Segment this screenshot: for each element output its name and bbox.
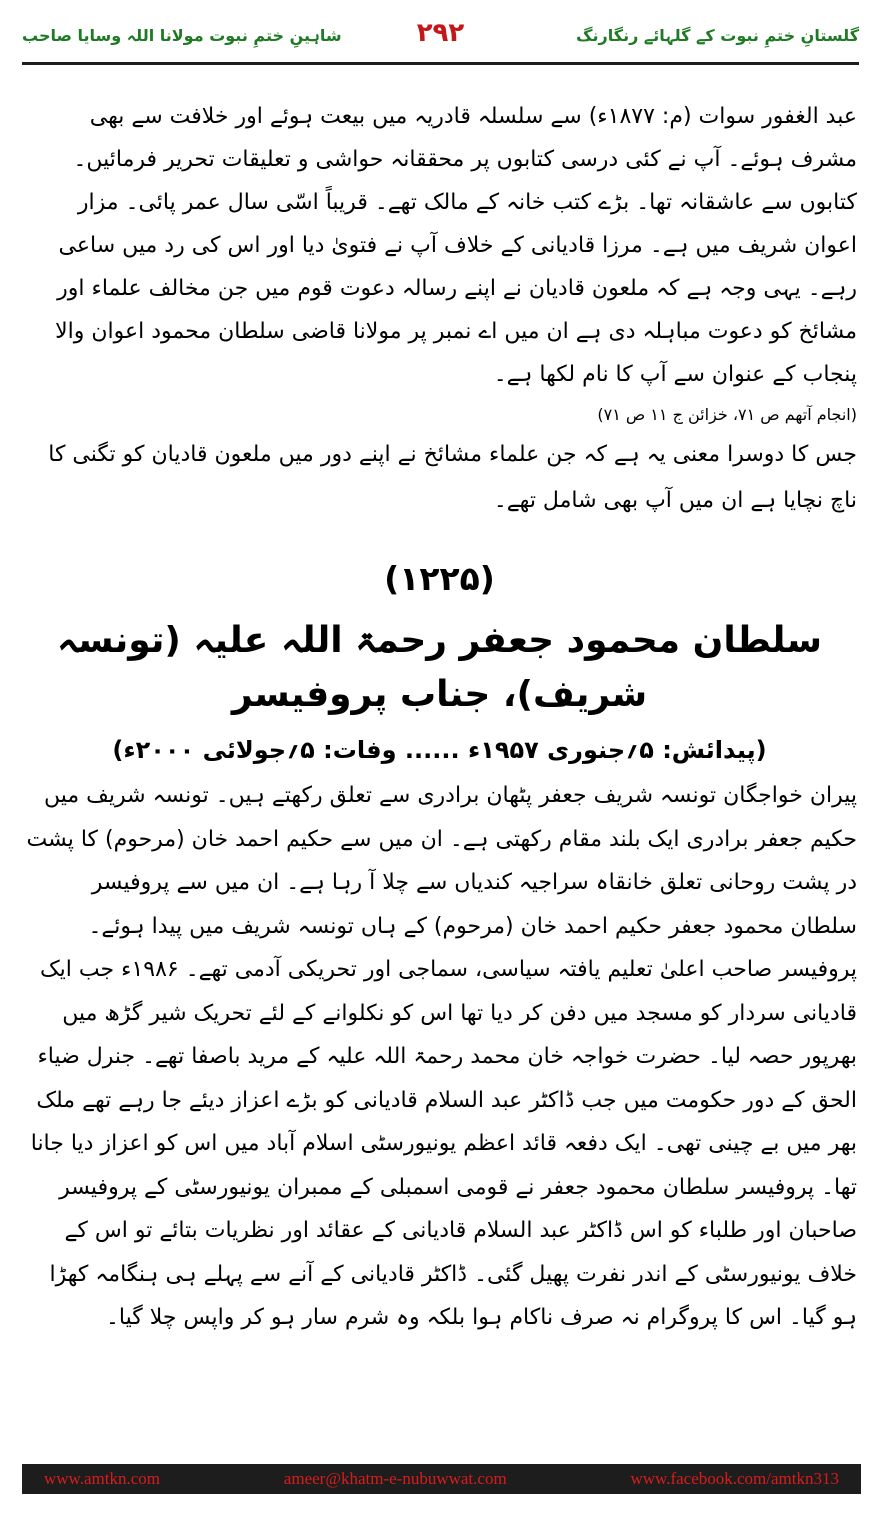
paragraph-1: عبد الغفور سوات (م: ۱۸۷۷ء) سے سلسلہ قادریہ میں بیعت ہوئے اور خلافت سے بھی مشرف ہوئے۔ آپ نے کئی درسی کتابوں پر محققانہ حواشی و تعلیقات تحریر فرمائیں۔ کتابوں سے عاشقانہ تھا۔ بڑے کتب خانہ کے مالک تھے۔ قریباً اسّی سال عمر پائی۔ مزار اعوان شریف میں ہے۔ مرزا قادیانی کے خلاف آپ نے فتویٰ دیا اور اس کی رد میں ساعی رہے۔ یہی وجہ ہے کہ ملعون قادیان نے اپنے رسالہ دعوت قوم میں جن مخالف علماء اور مشائخ کو دعوت مباہلہ دی ہے ان میں اے نمبر پر مولانا قاضی سلطان محمود اعوان والا پنجاب کے عنوان سے آپ کا نام لکھا ہے۔ bbox=[55, 104, 857, 387]
author-title: شاہینِ ختمِ نبوت مولانا اللہ وسایا صاحب bbox=[22, 26, 342, 45]
website-link[interactable]: www.amtkn.com bbox=[44, 1469, 160, 1488]
entry-number: (۱۲۲۵) bbox=[384, 559, 495, 598]
citation: (انجام آتھم ص ۷۱، خزائن ج ۱۱ ص ۷۱) bbox=[597, 405, 857, 424]
paragraph-3: پیران خواجگان تونسہ شریف جعفر پٹھان برادری سے تعلق رکھتے ہیں۔ تونسہ شریف میں حکیم جعفر برادری ایک بلند مقام رکھتی ہے۔ ان میں سے حکیم احمد خان (مرحوم) کا پشت در پشت روحانی تعلق خانقاہ سراجیہ کندیاں سے چلا آ رہا ہے۔ ان میں سے پروفیسر سلطان محمود جعفر حکیم احمد خان (مرحوم) کے ہاں تونسہ شریف میں پیدا ہوئے۔ پروفیسر صاحب اعلیٰ تعلیم یافتہ سیاسی، سماجی اور تحریکی آدمی تھے۔ ۱۹۸۶ء جب ایک قادیانی سردار کو مسجد میں دفن کر دیا تھا اس کو نکلوانے کے لئے تحریک شیر گڑھ میں بھرپور حصہ لیا۔ حضرت خواجہ خان محمد رحمۃ اللہ علیہ کے مرید باصفا تھے۔ جنرل ضیاء الحق کے دور حکومت میں جب ڈاکٹر عبد السلام قادیانی کو بڑے اعزاز دیئے جا رہے تھے ملک بھر میں بے چینی تھی۔ ایک دفعہ قائد اعظم یونیورسٹی اسلام آباد میں اس کو اعزاز دیا جانا تھا۔ پروفیسر سلطان محمود جعفر نے قومی اسمبلی کے ممبران یونیورسٹی کے پروفیسر صاحبان اور طلباء کو اس ڈاکٹر عبد السلام قادیانی کے عقائد اور نظریات بتائے تو اس کے خلاف یونیورسٹی کے اندر نفرت پھیل گئی۔ ڈاکٹر قادیانی کے آنے سے پہلے ہی ہنگامہ کھڑا ہو گیا۔ اس کا پروگرام نہ صرف ناکام ہوا بلکہ وہ شرم سار ہو کر واپس چلا گیا۔ bbox=[26, 783, 857, 1330]
email-link[interactable]: ameer@khatm-e-nubuwwat.com bbox=[283, 1469, 507, 1488]
entry-dates: (پیدائش: ۵؍جنوری ۱۹۵۷ء ...... وفات: ۵؍جولائی ۲۰۰۰ء) bbox=[112, 736, 767, 764]
book-title: گلستانِ ختمِ نبوت کے گلہائے رنگارنگ bbox=[576, 26, 859, 45]
facebook-link[interactable]: www.facebook.com/amtkn313 bbox=[630, 1469, 839, 1488]
page-number: ۲۹۲ bbox=[416, 18, 465, 48]
page-header bbox=[22, 18, 859, 62]
page-body bbox=[22, 95, 857, 1340]
header-divider bbox=[22, 62, 859, 65]
paragraph-2: جس کا دوسرا معنی یہ ہے کہ جن علماء مشائخ نے اپنے دور میں ملعون قادیان کو تگنی کا ناچ نچایا ہے ان میں آپ بھی شامل تھے۔ bbox=[48, 442, 857, 513]
entry-title: سلطان محمود جعفر رحمۃ اللہ علیہ (تونسہ شریف)، جناب پروفیسر bbox=[57, 620, 822, 715]
page-footer bbox=[22, 1464, 861, 1494]
